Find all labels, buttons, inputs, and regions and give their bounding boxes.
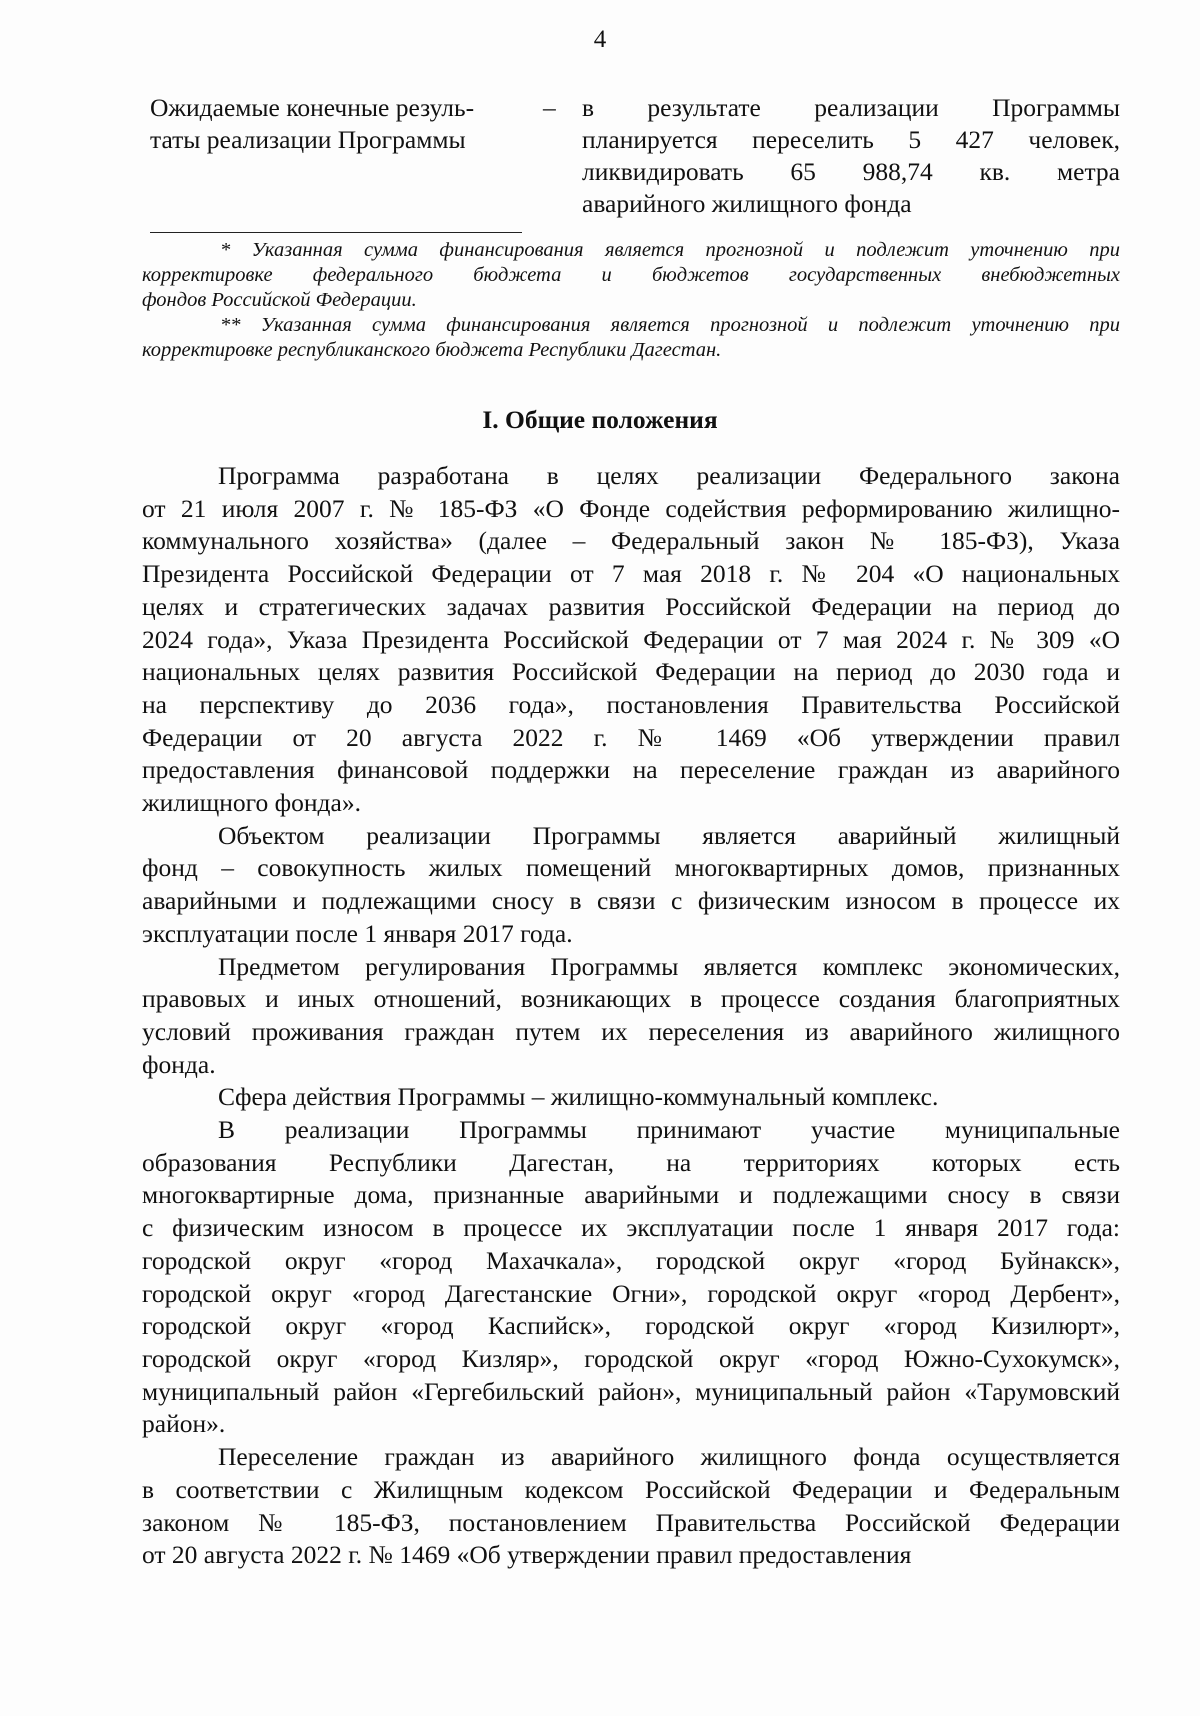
footnote-line: * Указанная сумма финансирования является прогнозной и подлежит уточнению при: [220, 239, 1120, 261]
section-title: I. Общие положения: [482, 405, 718, 434]
paragraph-line: в соответствии с Жилищным кодексом Российской Федерации и Федеральным: [142, 1474, 1120, 1504]
value-line: аварийного жилищного фонда: [582, 189, 912, 218]
page-number: 4: [593, 26, 607, 53]
paragraph: [142, 1114, 1120, 1441]
paragraph: [142, 1081, 1120, 1114]
paragraph-line: городской округ «город Дагестанские Огни», городской округ «город Дербент»,: [142, 1278, 1120, 1308]
paragraph-line: Федерации от 20 августа 2022 г. № 1469 «Об утверждении правил: [142, 722, 1120, 752]
paragraph-line: на перспективу до 2036 года», постановления Правительства Российской: [142, 689, 1120, 719]
paragraph-line: фонд – совокупность жилых помещений многоквартирных домов, признанных: [142, 853, 1120, 883]
paragraph-line: городской округ «город Каспийск», городской округ «город Кизилюрт»,: [142, 1311, 1120, 1341]
footnote-line: корректировке республиканского бюджета Республики Дагестан.: [142, 339, 722, 361]
paragraph-line: целях и стратегических задачах развития Российской Федерации на период до: [142, 591, 1120, 621]
expected-results-row: [150, 92, 1120, 220]
paragraph-line: с физическим износом в процессе их эксплуатации после 1 января 2017 года:: [142, 1213, 1120, 1243]
paragraph-line: Объектом реализации Программы является аварийный жилищный: [218, 820, 1120, 850]
paragraph-line: жилищного фонда».: [142, 788, 361, 818]
label-line: Ожидаемые конечные резуль-: [150, 93, 475, 122]
paragraph-line: эксплуатации после 1 января 2017 года.: [142, 918, 573, 948]
paragraph-line: многоквартирные дома, признанные аварийными и подлежащими сносу в связи: [142, 1180, 1120, 1210]
paragraph: [142, 820, 1120, 951]
summary-dash: –: [543, 93, 556, 122]
paragraph-line: правовых и иных отношений, возникающих в процессе создания благоприятных: [142, 984, 1120, 1014]
paragraph-line: городской округ «город Махачкала», городской округ «город Буйнакск»,: [142, 1245, 1120, 1275]
label-line: таты реализации Программы: [150, 125, 466, 154]
paragraph-line: национальных целях развития Российской Федерации на период до 2030 года и: [142, 657, 1120, 687]
paragraph-line: условий проживания граждан путем их переселения из аварийного жилищного: [142, 1016, 1120, 1046]
paragraph-line: Переселение граждан из аварийного жилищного фонда осуществляется: [218, 1442, 1120, 1472]
paragraph-line: законом № 185-ФЗ, постановлением Правительства Российской Федерации: [142, 1507, 1120, 1537]
expected-results-value: [582, 92, 1120, 220]
body-text: [142, 460, 1120, 1572]
paragraph-line: образования Республики Дагестан, на территориях которых есть: [142, 1147, 1120, 1177]
footnote-federal: [142, 238, 1120, 313]
expected-results-label: [150, 92, 530, 156]
paragraph-line: аварийными и подлежащими сносу в связи с физическим износом в процессе их: [142, 886, 1120, 916]
value-line: в результате реализации Программы: [582, 93, 1120, 122]
value-line: ликвидировать 65 988,74 кв. метра: [582, 157, 1120, 186]
paragraph: [142, 460, 1120, 820]
footnote-line: фондов Российской Федерации.: [142, 289, 417, 311]
paragraph-line: Президента Российской Федерации от 7 мая 2018 г. № 204 «О национальных: [142, 559, 1120, 589]
paragraph-line: район».: [142, 1409, 226, 1439]
footnote-line: корректировке федерального бюджета и бюджетов государственных внебюджетных: [142, 264, 1120, 286]
footnote-republic: [142, 313, 1120, 363]
paragraph-line: В реализации Программы принимают участие муниципальные: [218, 1115, 1120, 1145]
paragraph-line: Предметом регулирования Программы является комплекс экономических,: [218, 951, 1120, 981]
footnote-line: ** Указанная сумма финансирования является прогнозной и подлежит уточнению при: [220, 314, 1120, 336]
paragraph-line: Сфера действия Программы – жилищно-коммунальный комплекс.: [218, 1082, 939, 1112]
paragraph-line: Программа разработана в целях реализации Федерального закона: [218, 461, 1120, 490]
paragraph-line: 2024 года», Указа Президента Российской Федерации от 7 мая 2024 г. № 309 «О: [142, 624, 1120, 654]
paragraph-line: от 20 августа 2022 г. № 1469 «Об утверждении правил предоставления: [142, 1540, 912, 1570]
paragraph-line: муниципальный район «Гергебильский район», муниципальный район «Тарумовский: [142, 1376, 1120, 1406]
paragraph-line: предоставления финансовой поддержки на переселение граждан из аварийного: [142, 755, 1120, 785]
paragraph-line: фонда.: [142, 1049, 216, 1079]
paragraph-line: коммунального хозяйства» (далее – Федеральный закон № 185-ФЗ), Указа: [142, 526, 1120, 556]
value-line: планируется переселить 5 427 человек,: [582, 125, 1120, 154]
paragraph-line: городской округ «город Кизляр», городской округ «город Южно-Сухокумск»,: [142, 1343, 1120, 1373]
paragraph-line: от 21 июля 2007 г. № 185-ФЗ «О Фонде содействия реформированию жилищно-: [142, 493, 1120, 523]
paragraph: [142, 951, 1120, 1082]
footnote-separator: [150, 232, 522, 233]
paragraph: [142, 1441, 1120, 1572]
footnotes: [142, 238, 1120, 363]
